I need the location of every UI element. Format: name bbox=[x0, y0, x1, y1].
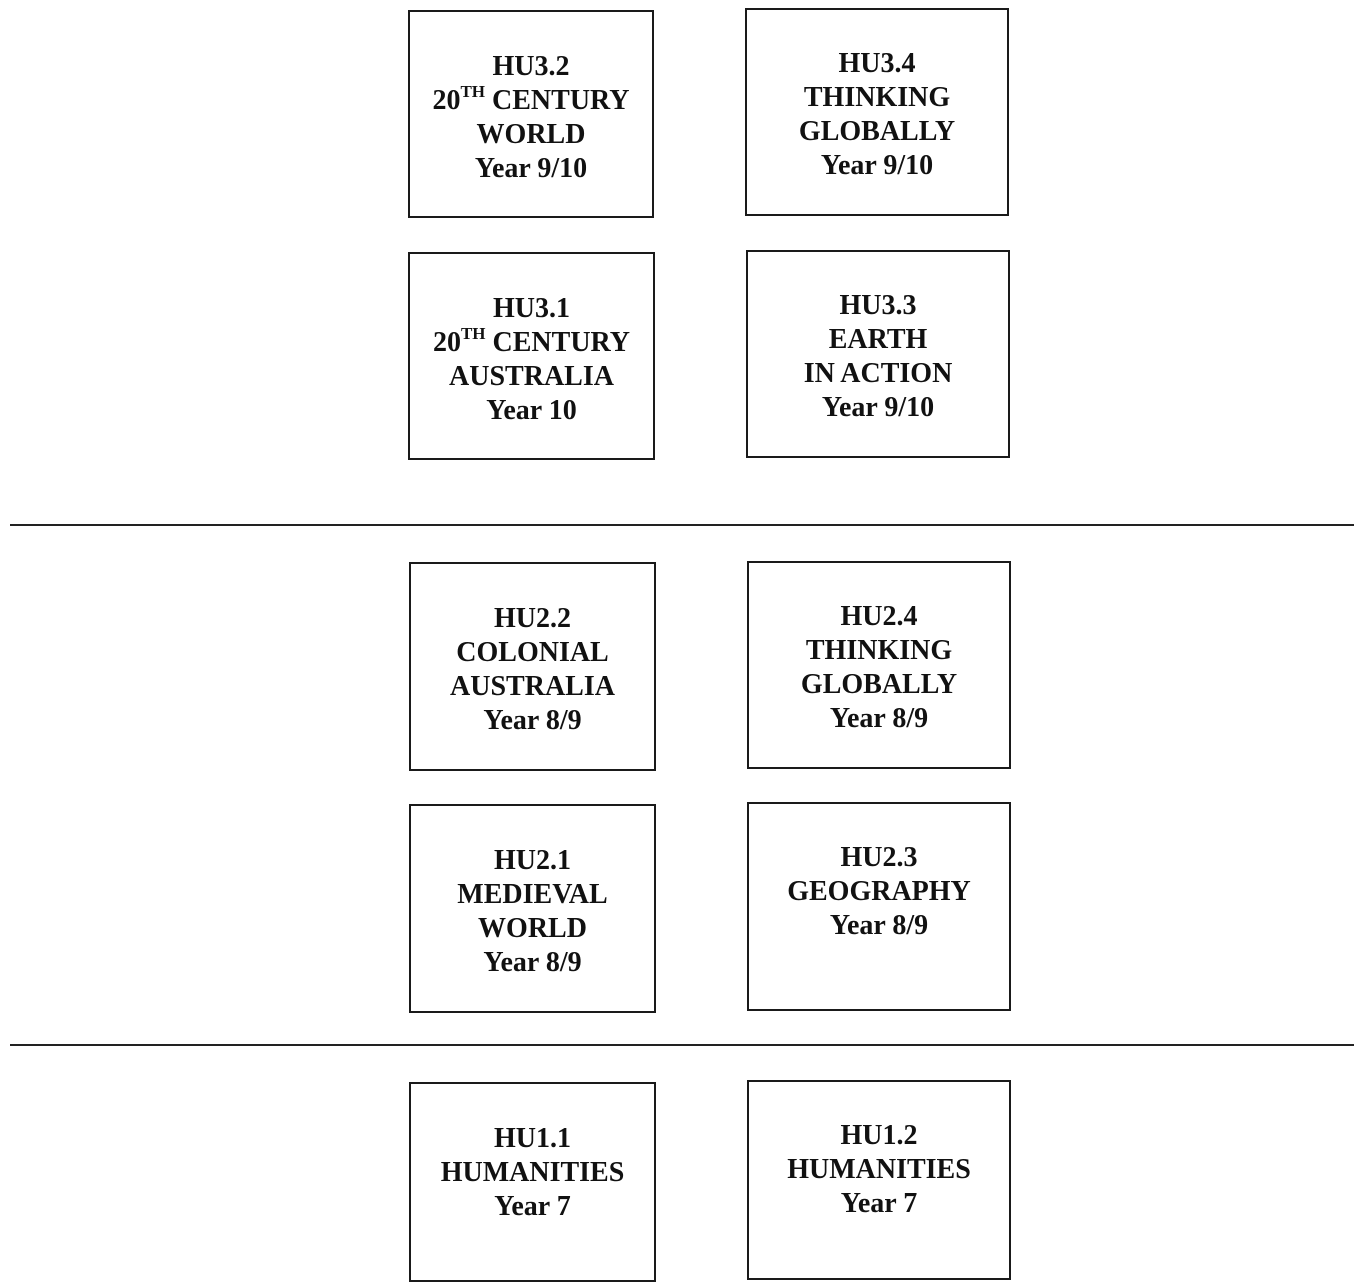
unit-title-line1: 20TH CENTURY bbox=[432, 81, 630, 116]
unit-code: HU1.2 bbox=[840, 1120, 918, 1151]
unit-year: Year 8/9 bbox=[483, 705, 582, 736]
unit-title-line2: AUSTRALIA bbox=[449, 361, 614, 392]
unit-code: HU3.1 bbox=[493, 293, 570, 324]
unit-title-line1: EARTH bbox=[828, 324, 928, 355]
unit-code: HU2.1 bbox=[494, 845, 571, 876]
unit-box-hu3-3 bbox=[746, 250, 1010, 458]
unit-year: Year 8/9 bbox=[483, 947, 582, 978]
unit-title-line1: HUMANITIES bbox=[787, 1154, 971, 1185]
unit-title-line1: COLONIAL bbox=[456, 637, 609, 668]
unit-title-line1: HUMANITIES bbox=[440, 1157, 625, 1188]
unit-year: Year 8/9 bbox=[829, 910, 929, 941]
unit-year: Year 10 bbox=[486, 395, 577, 426]
unit-title-line2: GLOBALLY bbox=[798, 116, 956, 147]
unit-box-hu3-2 bbox=[408, 10, 654, 218]
unit-year: Year 9/10 bbox=[820, 150, 934, 181]
unit-code: HU3.3 bbox=[839, 290, 917, 321]
unit-box-hu2-2 bbox=[409, 562, 656, 771]
unit-box-hu2-1 bbox=[409, 804, 656, 1013]
unit-year: Year 7 bbox=[840, 1188, 918, 1219]
unit-box-hu3-4 bbox=[745, 8, 1009, 216]
unit-title-line1: THINKING bbox=[805, 635, 953, 666]
unit-title-line1: MEDIEVAL bbox=[457, 879, 608, 910]
unit-title-line2: GLOBALLY bbox=[800, 669, 958, 700]
unit-box-hu2-3 bbox=[747, 802, 1011, 1011]
section-divider bbox=[10, 524, 1354, 526]
unit-code: HU2.2 bbox=[494, 603, 571, 634]
unit-box-hu1-1 bbox=[409, 1082, 656, 1282]
unit-code: HU3.4 bbox=[838, 48, 916, 79]
unit-title-line1: 20TH CENTURY bbox=[432, 323, 631, 358]
unit-box-hu1-2 bbox=[747, 1080, 1011, 1280]
unit-title-line2: AUSTRALIA bbox=[450, 671, 615, 702]
unit-title-line2: WORLD bbox=[476, 119, 586, 150]
unit-box-hu3-1 bbox=[408, 252, 655, 460]
unit-code: HU1.1 bbox=[494, 1123, 571, 1154]
unit-year: Year 9/10 bbox=[821, 392, 935, 423]
unit-year: Year 8/9 bbox=[829, 703, 929, 734]
unit-code: HU3.2 bbox=[492, 51, 570, 82]
unit-year: Year 9/10 bbox=[474, 153, 588, 184]
unit-box-hu2-4 bbox=[747, 561, 1011, 769]
section-divider bbox=[10, 1044, 1354, 1046]
unit-title-line1: GEOGRAPHY bbox=[787, 876, 971, 907]
unit-title-line2: WORLD bbox=[478, 913, 587, 944]
unit-title-line1: THINKING bbox=[803, 82, 951, 113]
unit-code: HU2.4 bbox=[840, 601, 918, 632]
unit-code: HU2.3 bbox=[840, 842, 918, 873]
unit-title-line2: IN ACTION bbox=[803, 358, 953, 389]
unit-year: Year 7 bbox=[494, 1191, 571, 1222]
